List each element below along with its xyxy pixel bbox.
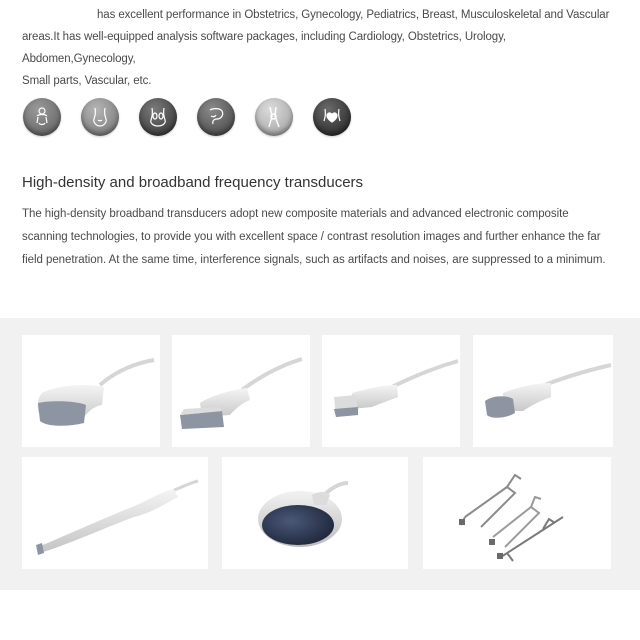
phased-array-probe-image [322,335,460,447]
linear-probe-image [172,335,310,447]
convex-probe-image [22,335,160,447]
volume-probe-image [222,457,408,569]
urology-kidney-icon [139,98,177,136]
intro-line-2: areas.It has well-equipped analysis software packages, including Cardiology, Obstetrics, Urology, Abdomen,Gynecology, [22,31,506,65]
pediatric-infant-icon [23,98,61,136]
abdomen-organ-icon [197,98,235,136]
cardiology-heart-icon [313,98,351,136]
transducer-gallery [0,318,640,590]
musculoskeletal-knee-icon [255,98,293,136]
application-icons [23,98,351,136]
transducers-description: The high-density broadband transducers adopt new composite materials and advanced electronic composite scanning technologies, to provide you with excellent space / contrast resolution images and further enhance the far field penetration. At the same time, interference signals, such as artifacts and noises, are suppressed to a minimum. [22,208,606,266]
intro-line-1: has excellent performance in Obstetrics, Gynecology, Pediatrics, Breast, Musculoskeletal and Vascular [97,9,610,21]
transducers-title: High-density and broadband frequency transducers [22,174,364,191]
intro-text [22,4,622,92]
gynecology-torso-icon [81,98,119,136]
micro-convex-probe-image [473,335,613,447]
biopsy-brackets-image [423,457,611,569]
intro-line-3: Small parts, Vascular, etc. [22,75,152,87]
endocavity-probe-image [22,457,208,569]
